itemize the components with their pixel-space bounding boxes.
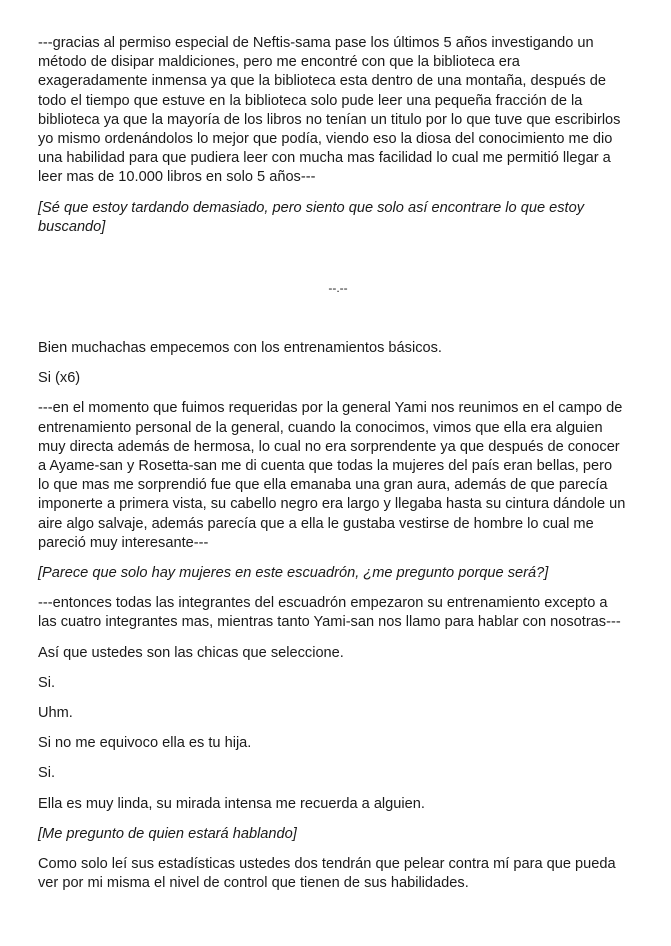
text-line: [Parece que solo hay mujeres en este escuadrón, ¿me pregunto porque será?] — [38, 565, 549, 582]
text-line: una habilidad para que pudiera leer con mucha mas facilidad lo cual me permitió llegar a — [38, 150, 611, 167]
paragraph-dialogue-daughter — [38, 734, 638, 753]
text-line: Si (x6) — [38, 370, 81, 387]
text-line: [Me pregunto de quien estará hablando] — [38, 825, 297, 842]
text-line: Ella es muy linda, su mirada intensa me recuerda a alguien. — [38, 795, 425, 812]
text-line: a Ayame-san y Rosetta-san me di cuenta que todas la mujeres del país eran bellas, pero — [38, 458, 613, 475]
text-line: Si. — [38, 765, 56, 782]
text-line: Bien muchachas empecemos con los entrenamientos básicos. — [38, 340, 442, 357]
text-line: Uhm. — [38, 705, 73, 722]
document-page — [38, 34, 638, 905]
text-line: entrenamiento personal de la general, cuando la conocimos, vimos que ella era alguien — [38, 419, 603, 436]
paragraph-dialogue-si-1 — [38, 674, 638, 693]
text-line: biblioteca ya que la mayoría de los libros no tenían un titulo por lo que tuve que escribirlos — [38, 111, 621, 128]
text-line: método de disipar maldiciones, pero me encontré con que la biblioteca era — [38, 54, 520, 71]
text-line: pareció muy interesante--- — [38, 534, 209, 551]
paragraph-dialogue-training — [38, 339, 638, 358]
text-line: las cuatro integrantes mas, mientras tanto Yami-san nos llamo para hablar con nosotras--- — [38, 614, 621, 631]
text-line: muy directa además de hermosa, lo cual no era sorprendente ya que después de conocer — [38, 438, 620, 455]
paragraph-thought-2 — [38, 564, 638, 583]
paragraph-yami-narration — [38, 399, 638, 553]
text-line: ---gracias al permiso especial de Neftis-sama pase los últimos 5 años investigando un — [38, 35, 594, 51]
paragraph-dialogue-si-2 — [38, 764, 638, 783]
paragraph-dialogue-uhm — [38, 704, 638, 723]
scene-separator: --.-- — [328, 281, 348, 296]
text-line: Si no me equivoco ella es tu hija. — [38, 735, 252, 752]
paragraph-dialogue-pretty — [38, 795, 638, 814]
paragraph-research-narration — [38, 34, 638, 188]
text-line: Como solo leí sus estadísticas ustedes dos tendrán que pelear contra mí para que pueda — [38, 856, 616, 873]
text-line: lo que mas me sorprendió fue que ella emanaba una gran aura, además de que parecía — [38, 477, 608, 494]
text-line: aire algo salvaje, además parecía que a ella le gustaba vestirse de hombre lo cual me — [38, 515, 594, 532]
text-line: [Sé que estoy tardando demasiado, pero siento que solo así encontrare lo que estoy — [38, 199, 585, 216]
text-line: todo el tiempo que estuve en la biblioteca solo pude leer una pequeña fracción de la — [38, 92, 583, 109]
text-line: ---en el momento que fuimos requeridas por la general Yami nos reunimos en el campo de — [38, 400, 623, 417]
text-line: yo mismo ordenándolos lo mejor que podía, viendo eso la diosa del conocimiento me dio — [38, 131, 613, 148]
paragraph-thought-1 — [38, 199, 638, 237]
text-line: Así que ustedes son las chicas que seleccione. — [38, 644, 344, 661]
paragraph-dialogue-selected — [38, 644, 638, 663]
text-line: ---entonces todas las integrantes del escuadrón empezaron su entrenamiento excepto a — [38, 595, 608, 612]
text-line: imponerte a primera vista, su cabello negro era largo y llegaba hasta su cintura dándole un — [38, 496, 626, 513]
paragraph-dialogue-si-x6 — [38, 369, 638, 388]
text-line: exageradamente inmensa ya que la biblioteca esta dentro de una montaña, después de — [38, 73, 606, 90]
text-line: ver por mi misma el nivel de control que tienen de sus habilidades. — [38, 875, 469, 892]
paragraph-thought-3 — [38, 825, 638, 844]
paragraph-squad-narration — [38, 594, 638, 632]
text-line: leer mas de 10.000 libros en solo 5 años--- — [38, 169, 316, 186]
text-line: Si. — [38, 674, 56, 691]
paragraph-dialogue-fight — [38, 855, 638, 893]
text-line: buscando] — [38, 218, 106, 235]
